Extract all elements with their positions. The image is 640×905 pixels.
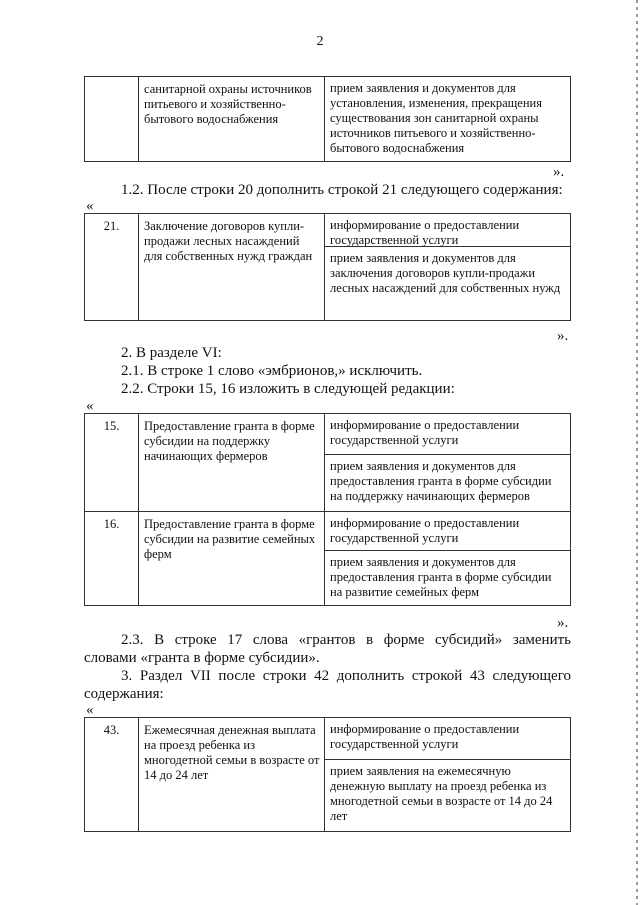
row-number-cell [85,77,139,161]
row-sub-cell: информирование о предоставлении государственной услуги [330,722,520,751]
row-name-cell: Предоставление гранта в форме субсидии на поддержку начинающих фермеров [139,414,325,511]
item-2-2: 2.2. Строки 15, 16 изложить в следующей редакции: [121,381,455,397]
row-number-cell: 16. [85,512,139,605]
quote-close: ». [557,328,569,344]
item-2-3-line2: словами «гранта в форме субсидии». [84,650,320,666]
item-2: 2. В разделе VI: [121,345,222,361]
row-sub-cell: информирование о предоставлении государственной услуги [330,418,520,447]
table-continuation [84,76,571,162]
row-sub-cell: информирование о предоставлении государственной услуги [330,218,520,247]
row-sub-cell: информирование о предоставлении государственной услуги [330,516,520,545]
table-rows-15-16 [84,413,571,606]
row-name-cell: Заключение договоров купли-продажи лесных насаждений для собственных нужд граждан [139,214,325,320]
item-3-line1: 3. Раздел VII после строки 42 дополнить строкой 43 следующего [121,668,571,684]
item-2-3-line1: 2.3. В строке 17 слова «грантов в форме субсидий» заменить [121,632,571,648]
quote-open: « [86,702,94,718]
quote-open: « [86,198,94,214]
item-1-2: 1.2. После строки 20 дополнить строкой 21 следующего содержания: [121,182,563,198]
quote-close: ». [557,615,569,631]
row-sub-cell: прием заявления и документов для предоставления гранта в форме субсидии на развитие семейных ферм [325,550,570,605]
row-number-cell: 43. [85,718,139,831]
row-sub-cell: прием заявления и документов для установления, изменения, прекращения существования зон санитарной охраны источников питьевого и хозяйственно-бытового водоснабжения [330,81,542,155]
table-row [85,511,570,605]
item-2-1: 2.1. В строке 1 слово «эмбрионов,» исключить. [121,363,423,379]
page-number: 2 [316,34,324,49]
table-row-43 [84,717,571,832]
row-name-cell: санитарной охраны источников питьевого и хозяйственно-бытового водоснабжения [139,77,325,161]
row-sub-cell: прием заявления на ежемесячную денежную выплату на проезд ребенка из многодетной семьи в возрасте от 14 до 24 лет [325,759,570,831]
quote-close: ». [553,164,565,180]
table-row [85,414,570,511]
table-row [85,77,570,161]
row-number-cell: 15. [85,414,139,511]
row-name-cell: Предоставление гранта в форме субсидии на развитие семейных ферм [139,512,325,605]
row-number-cell: 21. [85,214,139,320]
table-row [85,718,570,831]
table-row [85,214,570,320]
row-name-cell: Ежемесячная денежная выплата на проезд ребенка из многодетной семьи в возрасте от 14 до 24 лет [139,718,325,831]
item-3-line2: содержания: [84,686,164,702]
row-sub-cell: прием заявления и документов для предоставления гранта в форме субсидии на поддержку начинающих фермеров [325,454,570,511]
table-row-21 [84,213,571,321]
row-sub-cell: прием заявления и документов для заключения договоров купли-продажи лесных насаждений для собственных нужд [325,246,570,320]
quote-open: « [86,398,94,414]
scan-edge [636,0,638,905]
